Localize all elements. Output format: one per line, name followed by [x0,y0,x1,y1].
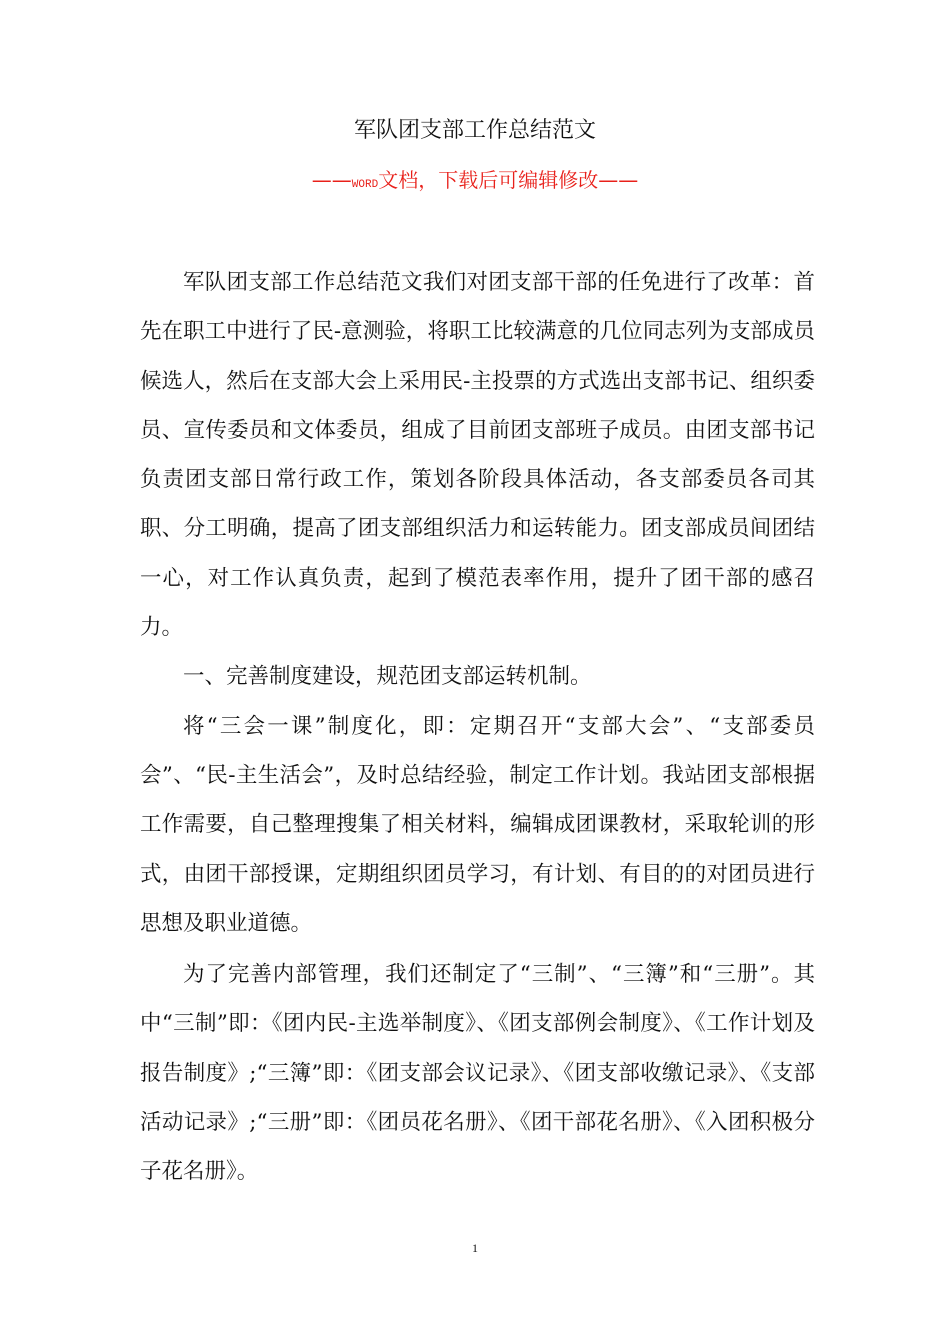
document-title: 军队团支部工作总结范文 [353,118,596,143]
paragraph-internal-management: 为了完善内部管理，我们还制定了“三制”、“三簿”和“三册”。其中“三制”即：《团内民-主选举制度》、《团支部例会制度》、《工作计划及报告制度》;“三簿”即：《团支部会议记录》、《团支部收缴记录》、《支部活动记录》;“三册”即：《团员花名册》、《团干部花名册》、《入团积极分子花名册》。 [140,962,815,1185]
document-body [140,258,815,1197]
subtitle-rest: 文档，下载后可编辑修改—— [378,168,639,192]
page-number: 1 [472,1241,478,1255]
paragraph-three-meetings: 将“三会一课”制度化，即：定期召开“支部大会”、“支部委员会”、“民-主生活会”，及时总结经验，制定工作计划。我站团支部根据工作需要，自己整理搜集了相关材料，编辑成团课教材，采取轮训的形式，由团干部授课，定期组织团员学习，有计划、有目的的对团员进行思想及职业道德。 [140,713,815,936]
document-subtitle [0,164,950,193]
subtitle-word: WORD [351,179,379,191]
subtitle-prefix: —— [311,168,352,192]
paragraph-intro: 军队团支部工作总结范文我们对团支部干部的任免进行了改革：首先在职工中进行了民-意测验，将职工比较满意的几位同志列为支部成员候选人，然后在支部大会上采用民-主投票的方式选出支部书记、组织委员、宣传委员和文体委员，组成了目前团支部班子成员。由团支部书记负责团支部日常行政工作，策划各阶段具体活动，各支部委员各司其职、分工明确，提高了团支部组织活力和运转能力。团支部成员间团结一心，对工作认真负责，起到了模范表率作用，提升了团干部的感召力。 [140,270,815,641]
paragraph-heading-1: 一、完善制度建设，规范团支部运转机制。 [183,664,592,690]
